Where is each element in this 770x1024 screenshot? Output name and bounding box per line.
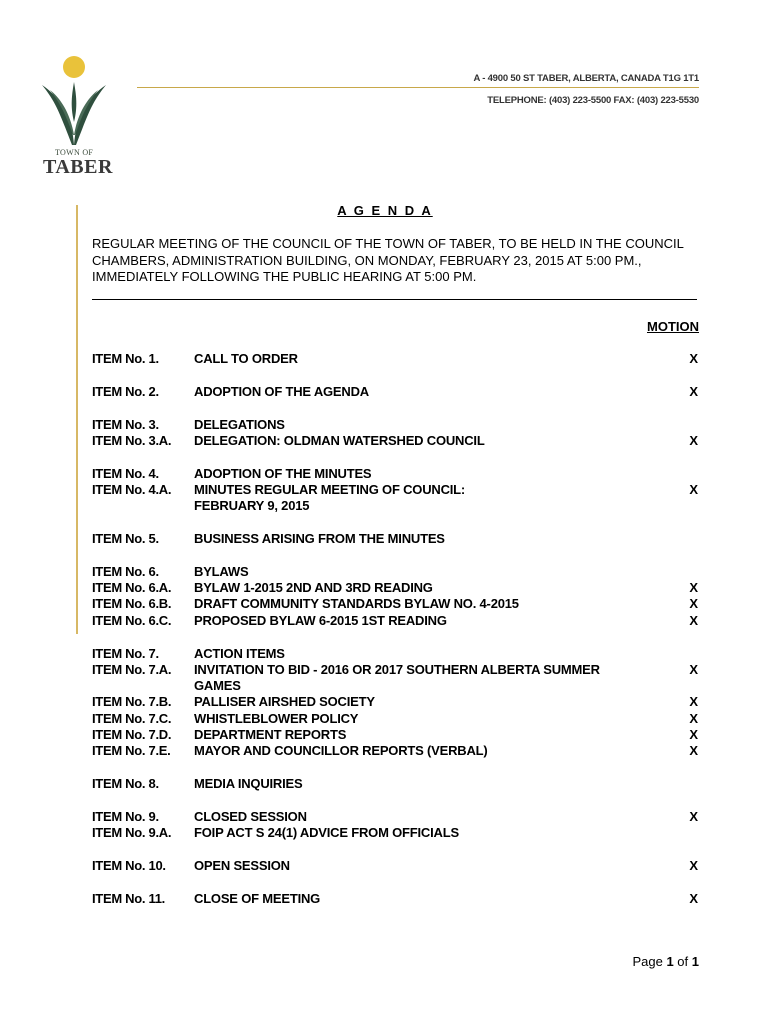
agenda-item-row [92,498,698,514]
motion-mark: X [689,710,698,726]
item-title: PROPOSED BYLAW 6-2015 1ST READING [194,612,447,628]
agenda-item-row [92,891,698,907]
item-number: ITEM No. 7. [92,645,159,661]
motion-mark: X [689,596,698,612]
agenda-item-row [92,466,698,482]
sun-leaves-icon [34,50,114,150]
address-line: A - 4900 50 ST TABER, ALBERTA, CANADA T1G 1T1 [473,73,699,84]
item-title: ACTION ITEMS [194,645,285,661]
header-divider [137,87,699,88]
agenda-group [92,384,698,400]
page-of: of [677,954,689,969]
agenda-item-row [92,580,698,596]
agenda-item-row [92,351,698,367]
item-number: ITEM No. 6.C. [92,612,172,628]
agenda-item-row [92,417,698,433]
item-number: ITEM No. 9. [92,808,159,824]
agenda-item-row [92,433,698,449]
page-number [632,954,699,969]
item-title: MAYOR AND COUNCILLOR REPORTS (VERBAL) [194,743,488,759]
item-number: ITEM No. 7.B. [92,694,172,710]
item-number [92,498,194,514]
motion-mark: X [689,858,698,874]
item-title: INVITATION TO BID - 2016 OR 2017 SOUTHERN ALBERTA SUMMER [194,661,600,677]
agenda-item-row [92,858,698,874]
item-title: ADOPTION OF THE MINUTES [194,465,372,481]
item-title: CLOSE OF MEETING [194,890,321,906]
agenda-item-row [92,678,698,694]
item-title: MINUTES REGULAR MEETING OF COUNCIL: [194,481,466,497]
item-number: ITEM No. 2. [92,383,159,399]
page-prefix: Page [632,954,663,969]
item-number: ITEM No. 3. [92,416,159,432]
item-title: DRAFT COMMUNITY STANDARDS BYLAW NO. 4-2015 [194,596,519,612]
side-accent-rule [76,205,78,634]
motion-mark [678,417,698,433]
item-number: ITEM No. 5. [92,531,159,547]
item-number: ITEM No. 7.A. [92,661,172,677]
item-number: ITEM No. 9.A. [92,825,172,841]
agenda-group [92,809,698,842]
agenda-group [92,351,698,367]
item-number: ITEM No. 1. [92,351,159,366]
motion-mark [678,498,698,514]
item-number [92,678,194,694]
item-title: GAMES [194,678,241,694]
item-title: FEBRUARY 9, 2015 [194,498,310,514]
item-number: ITEM No. 6.A. [92,580,172,596]
town-name: TABER [43,156,113,178]
agenda-item-row [92,531,698,547]
agenda-item-row [92,384,698,400]
agenda-group [92,531,698,547]
item-number: ITEM No. 6. [92,563,159,579]
agenda-group [92,646,698,760]
item-title: DEPARTMENT REPORTS [194,727,347,743]
item-title: WHISTLEBLOWER POLICY [194,710,359,726]
motion-mark: X [689,743,698,759]
motion-mark: X [689,890,698,906]
agenda-item-row [92,694,698,710]
item-title: CLOSED SESSION [194,808,307,824]
motion-mark: X [689,808,698,824]
item-title: BUSINESS ARISING FROM THE MINUTES [194,531,445,547]
motion-mark: X [689,481,698,497]
agenda-item-row [92,809,698,825]
item-title: CALL TO ORDER [194,351,298,366]
item-title: BYLAWS [194,563,249,579]
item-number: ITEM No. 7.E. [92,743,171,759]
item-number: ITEM No. 6.B. [92,596,172,612]
phone-line: TELEPHONE: (403) 223-5500 FAX: (403) 223-5530 [487,95,699,106]
agenda-item-row [92,482,698,498]
agenda-item-row [92,596,698,612]
motion-mark [678,531,698,547]
motion-mark: X [689,351,698,366]
item-title: ADOPTION OF THE AGENDA [194,383,369,399]
agenda-item-row [92,564,698,580]
item-title: OPEN SESSION [194,858,290,874]
item-number: ITEM No. 8. [92,776,159,792]
item-title: BYLAW 1-2015 2ND AND 3RD READING [194,580,433,596]
motion-mark [678,646,698,662]
motion-mark [678,825,698,841]
motion-mark: X [689,694,698,710]
item-number: ITEM No. 7.D. [92,727,172,743]
agenda-item-row [92,711,698,727]
item-number: ITEM No. 3.A. [92,432,172,448]
page-current: 1 [666,954,674,969]
item-number: ITEM No. 11. [92,890,165,906]
agenda-list [92,351,698,924]
agenda-item-row [92,646,698,662]
item-number: ITEM No. 10. [92,858,166,874]
agenda-group [92,466,698,515]
motion-mark: X [689,432,698,448]
motion-column-header: MOTION [647,319,699,334]
motion-mark: X [689,580,698,596]
agenda-item-row [92,743,698,759]
item-number: ITEM No. 4.A. [92,481,172,497]
agenda-title: A G E N D A [337,203,433,218]
page-total: 1 [691,954,699,969]
item-title: MEDIA INQUIRIES [194,776,303,792]
motion-mark: X [689,383,698,399]
agenda-item-row [92,776,698,792]
meeting-intro: REGULAR MEETING OF THE COUNCIL OF THE TOWN OF TABER, TO BE HELD IN THE COUNCIL CHAMBERS, ADMINISTRATION BUILDING, ON MONDAY, FEBRUARY 23, 2015 AT 5:00 PM., IMMEDIATELY FOLLOWING THE PUBLIC HEARING AT 5:00 PM. [92,236,684,284]
motion-mark: X [689,661,698,677]
agenda-group [92,417,698,450]
agenda-item-row [92,825,698,841]
agenda-item-row [92,727,698,743]
motion-mark: X [689,612,698,628]
agenda-item-row [92,613,698,629]
motion-mark: X [689,727,698,743]
motion-mark [678,678,698,694]
item-title: DELEGATIONS [194,416,285,432]
item-number: ITEM No. 4. [92,465,159,481]
motion-mark [678,776,698,792]
agenda-group [92,776,698,792]
item-title: DELEGATION: OLDMAN WATERSHED COUNCIL [194,432,485,448]
agenda-group [92,891,698,907]
item-number: ITEM No. 7.C. [92,710,172,726]
motion-mark [678,466,698,482]
item-title: PALLISER AIRSHED SOCIETY [194,694,375,710]
agenda-item-row [92,662,698,678]
intro-divider [92,299,697,300]
agenda-group [92,858,698,874]
agenda-group [92,564,698,629]
town-of-label: TOWN OF [55,148,94,157]
motion-mark [678,564,698,580]
item-title: FOIP ACT S 24(1) ADVICE FROM OFFICIALS [194,825,459,841]
